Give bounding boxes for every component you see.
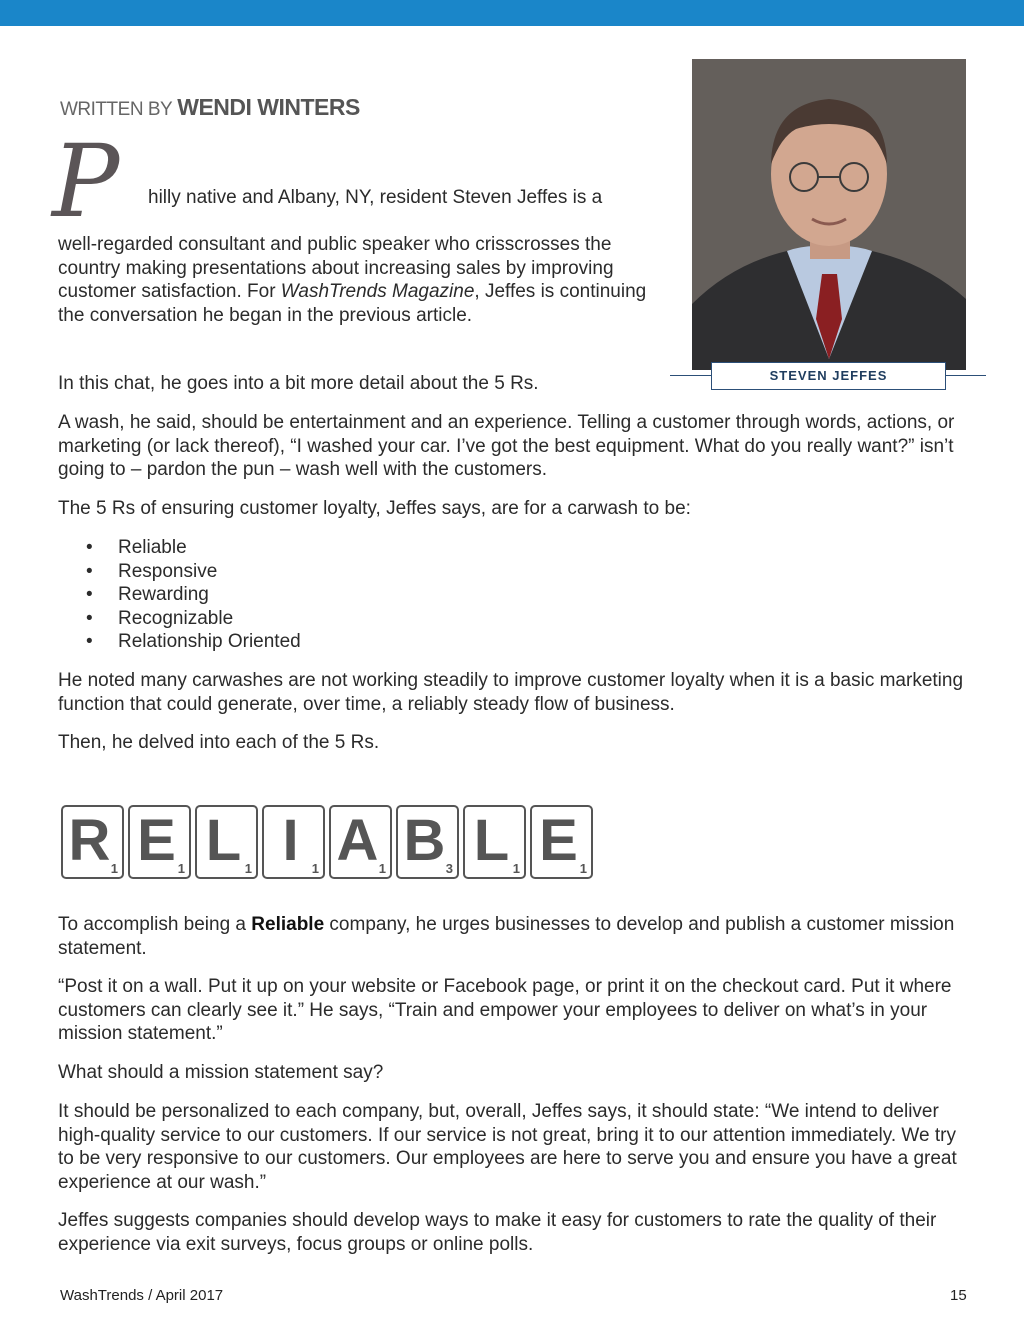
- letter-tile: [329, 805, 392, 879]
- tile-letter: R: [68, 808, 111, 873]
- portrait-illustration: [692, 59, 966, 370]
- letter-tile: [128, 805, 191, 879]
- intro-text-b: , Jeffes is continuing the conversation he began in the previous article.: [58, 281, 647, 326]
- list-item: • Reliable: [86, 536, 301, 560]
- list-item: • Recognizable: [86, 607, 301, 631]
- drop-cap: P: [52, 123, 120, 240]
- magazine-title: WashTrends Magazine: [280, 281, 475, 302]
- reliable-emphasis: Reliable: [251, 914, 325, 935]
- five-rs-list: [86, 536, 301, 654]
- byline-author: WENDI WINTERS: [177, 94, 360, 120]
- list-item: • Responsive: [86, 560, 301, 584]
- chat-paragraph: In this chat, he goes into a bit more detail about the 5 Rs.: [58, 373, 539, 394]
- wash-paragraph: A wash, he said, should be entertainment and an experience. Telling a customer through words, actions, or marketing (or lack thereof), “I washed your car. I’ve got the best equipment. What do you really want?” isn’t going to – pardon the pun – wash well with the customers.: [58, 412, 955, 480]
- letter-tile: [262, 805, 325, 879]
- letter-tile: [61, 805, 124, 879]
- intro-text-a: well-regarded consultant and public speaker who crisscrosses the country making presentations about increasing sales by improving customer satisfaction. For: [58, 234, 614, 302]
- photo-caption: STEVEN JEFFES: [711, 362, 946, 390]
- tile-score: 1: [512, 861, 520, 876]
- accomplish-paragraph: [58, 913, 968, 960]
- intro-paragraph: [58, 233, 663, 327]
- tile-score: 1: [244, 861, 252, 876]
- footer-publication: WashTrends / April 2017: [60, 1287, 224, 1304]
- tile-score: 3: [445, 861, 453, 876]
- five-rs-paragraph: The 5 Rs of ensuring customer loyalty, Jeffes says, are for a carwash to be:: [58, 498, 691, 519]
- byline: [60, 94, 360, 121]
- top-color-bar: [0, 0, 1024, 26]
- post-paragraph: “Post it on a wall. Put it up on your website or Facebook page, or print it on the checkout card. Put it where customers can clearly see it.” He says, “Train and empower your employees to deliver on what’s in your mission statement.”: [58, 976, 952, 1044]
- letter-tile: [530, 805, 593, 879]
- accomplish-text-post: company, he urges businesses to develop and publish a customer mission statement.: [58, 914, 955, 959]
- noted-paragraph: He noted many carwashes are not working steadily to improve customer loyalty when it is a basic marketing function that could generate, over time, a reliably steady flow of business.: [58, 670, 964, 715]
- letter-tile: [463, 805, 526, 879]
- suggests-paragraph: Jeffes suggests companies should develop ways to make it easy for customers to rate the quality of their experience via exit surveys, focus groups or online polls.: [58, 1210, 937, 1255]
- tile-score: 1: [177, 861, 185, 876]
- delved-paragraph: Then, he delved into each of the 5 Rs.: [58, 732, 380, 753]
- intro-first-line: hilly native and Albany, NY, resident Steven Jeffes is a: [148, 187, 603, 208]
- letter-tile: [396, 805, 459, 879]
- question-paragraph: What should a mission statement say?: [58, 1062, 384, 1083]
- tile-letter: B: [403, 808, 446, 873]
- tile-letter: A: [336, 808, 379, 873]
- tile-score: 1: [378, 861, 386, 876]
- list-item: • Rewarding: [86, 583, 301, 607]
- tile-letter: I: [282, 808, 299, 873]
- tile-score: 1: [110, 861, 118, 876]
- tile-score: 1: [311, 861, 319, 876]
- letter-tile: [195, 805, 258, 879]
- accomplish-text-pre: To accomplish being a: [58, 914, 252, 935]
- tile-letter: E: [137, 808, 176, 873]
- tile-letter: E: [539, 808, 578, 873]
- tile-score: 1: [579, 861, 587, 876]
- byline-prefix: WRITTEN BY: [60, 99, 173, 120]
- tile-letter: L: [205, 808, 242, 873]
- reliable-letter-tiles: [61, 805, 593, 879]
- page-number: 15: [950, 1287, 967, 1304]
- tile-letter: L: [473, 808, 510, 873]
- personalized-paragraph: It should be personalized to each company, but, overall, Jeffes says, it should state: “We intend to deliver high-quality service to our customers. If our service is not great, bring it to our attention immediately. We try to be very responsive to our customers. Our employees are here to serve you and ensure you have a great experience at our wash.”: [58, 1101, 957, 1193]
- list-item: • Relationship Oriented: [86, 630, 301, 654]
- portrait-photo: [692, 59, 966, 370]
